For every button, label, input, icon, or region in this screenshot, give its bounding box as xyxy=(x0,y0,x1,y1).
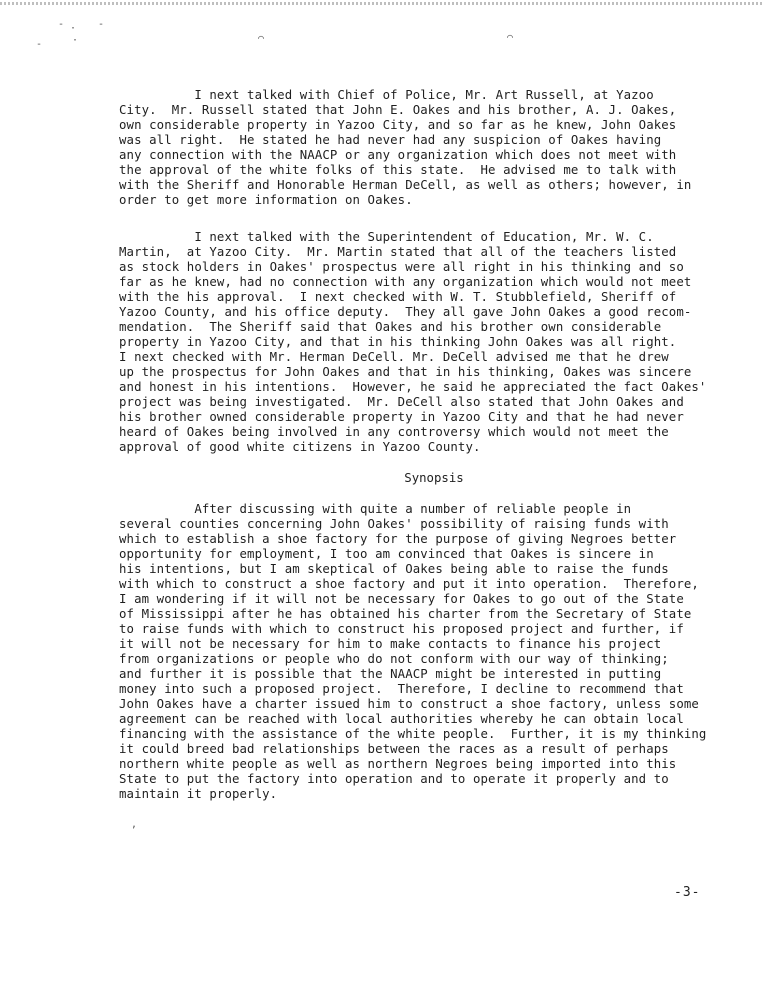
text-line: and honest in his intentions. However, he said he appreciated the fact Oakes' xyxy=(119,380,707,394)
text-line: financing with the assistance of the white people. Further, it is my thinking xyxy=(119,727,707,741)
text-line: and further it is possible that the NAACP might be interested in putting xyxy=(119,667,662,681)
text-line: Yazoo County, and his office deputy. They all gave John Oakes a good recom- xyxy=(119,305,692,319)
text-line: property in Yazoo City, and that in his thinking John Oakes was all right. xyxy=(119,335,677,349)
text-line: his brother owned considerable property in Yazoo City and that he had never xyxy=(119,410,684,424)
text-line: it could breed bad relationships between the races as a result of perhaps xyxy=(119,742,669,756)
text-line: John Oakes have a charter issued him to construct a shoe factory, unless some xyxy=(119,697,699,711)
text-line: I am wondering if it will not be necessary for Oakes to go out of the State xyxy=(119,592,684,606)
text-line: approval of good white citizens in Yazoo County. xyxy=(119,440,481,454)
text-line: order to get more information on Oakes. xyxy=(119,193,413,207)
text-line: northern white people as well as northern Negroes being imported into this xyxy=(119,757,677,771)
text-line: to raise funds with which to construct his proposed project and further, if xyxy=(119,622,684,636)
scan-speck: ⌒ xyxy=(507,32,514,43)
text-line: several counties concerning John Oakes' possibility of raising funds with xyxy=(119,517,669,531)
text-line: mendation. The Sheriff said that Oakes and his brother own considerable xyxy=(119,320,662,334)
text-line: which to establish a shoe factory for the purpose of giving Negroes better xyxy=(119,532,677,546)
scan-speck: ⌒ xyxy=(258,33,265,44)
text-line: maintain it properly. xyxy=(119,787,278,801)
text-line: as stock holders in Oakes' prospectus were all right in his thinking and so xyxy=(119,260,684,274)
text-line: agreement can be reached with local authorities whereby he can obtain local xyxy=(119,712,684,726)
scan-top-edge xyxy=(0,2,763,5)
scan-speck: , xyxy=(131,819,138,830)
text-line: up the prospectus for John Oakes and that in his thinking, Oakes was sincere xyxy=(119,365,692,379)
scan-speck: · xyxy=(70,23,77,34)
paragraph-superintendent xyxy=(119,230,709,455)
text-line: City. Mr. Russell stated that John E. Oakes and his brother, A. J. Oakes, xyxy=(119,103,677,117)
text-line: with the Sheriff and Honorable Herman DeCell, as well as others; however, in xyxy=(119,178,692,192)
text-line: opportunity for employment, I too am convinced that Oakes is sincere in xyxy=(119,547,654,561)
text-line: money into such a proposed project. Therefore, I decline to recommend that xyxy=(119,682,684,696)
text-line: After discussing with quite a number of reliable people in xyxy=(119,502,632,516)
text-line: with which to construct a shoe factory and put it into operation. Therefore, xyxy=(119,577,699,591)
text-line: from organizations or people who do not conform with our way of thinking; xyxy=(119,652,669,666)
text-line: of Mississippi after he has obtained his charter from the Secretary of State xyxy=(119,607,692,621)
scan-speck: - xyxy=(58,19,65,30)
scan-speck: - xyxy=(36,39,43,50)
text-line: State to put the factory into operation and to operate it properly and to xyxy=(119,772,669,786)
text-line: any connection with the NAACP or any organization which does not meet with xyxy=(119,148,677,162)
text-line: the approval of the white folks of this state. He advised me to talk with xyxy=(119,163,677,177)
text-line: I next talked with Chief of Police, Mr. Art Russell, at Yazoo xyxy=(119,88,654,102)
text-line: it will not be necessary for him to make contacts to finance his project xyxy=(119,637,662,651)
synopsis-heading: Synopsis xyxy=(404,471,464,485)
letter-page xyxy=(119,88,709,802)
text-line: project was being investigated. Mr. DeCell also stated that John Oakes and xyxy=(119,395,684,409)
page-number: -3- xyxy=(674,885,701,900)
text-line: his intentions, but I am skeptical of Oakes being able to raise the funds xyxy=(119,562,669,576)
paragraph-chief-of-police xyxy=(119,88,709,208)
paragraph-synopsis xyxy=(119,502,709,802)
scan-speck: · xyxy=(72,35,79,46)
text-line: Martin, at Yazoo City. Mr. Martin stated that all of the teachers listed xyxy=(119,245,677,259)
text-line: heard of Oakes being involved in any controversy which would not meet the xyxy=(119,425,669,439)
text-line: far as he knew, had no connection with any organization which would not meet xyxy=(119,275,692,289)
text-line: with the his approval. I next checked with W. T. Stubblefield, Sheriff of xyxy=(119,290,677,304)
text-line: I next talked with the Superintendent of Education, Mr. W. C. xyxy=(119,230,654,244)
text-line: I next checked with Mr. Herman DeCell. Mr. DeCell advised me that he drew xyxy=(119,350,669,364)
text-line: was all right. He stated he had never had any suspicion of Oakes having xyxy=(119,133,662,147)
scan-speck: - xyxy=(98,19,105,30)
text-line: own considerable property in Yazoo City, and so far as he knew, John Oakes xyxy=(119,118,677,132)
